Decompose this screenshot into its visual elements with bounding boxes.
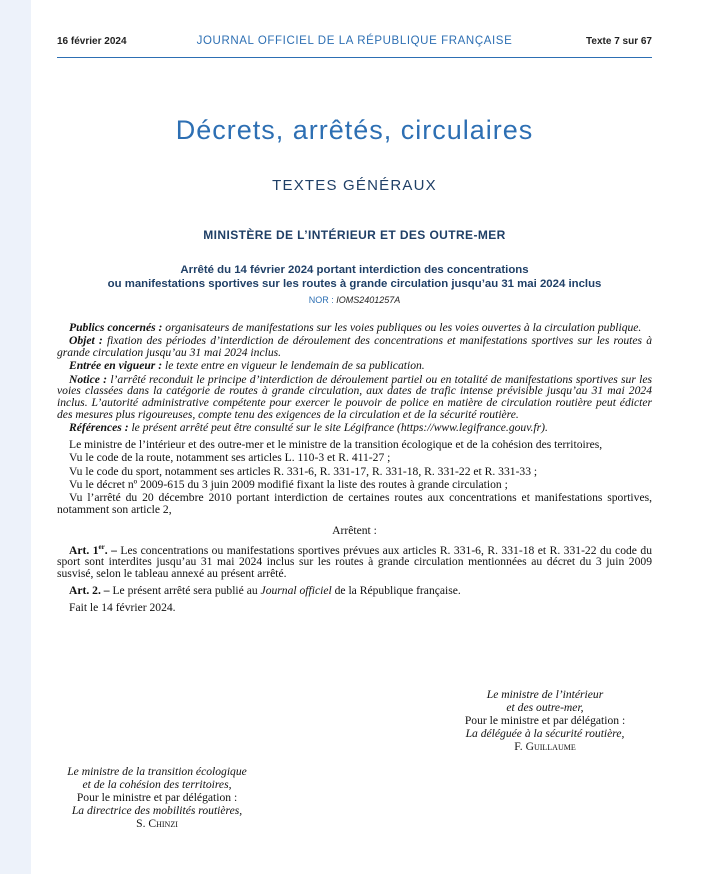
visa-1: Vu le code de la route, notamment ses articles L. 110-3 et R. 411-27 ; bbox=[69, 451, 391, 465]
summary-references-text: le présent arrêté peut être consulté sur le site Légifrance (https://www.legifrance.gouv.fr). bbox=[128, 421, 548, 435]
summary-publics-label: Publics concernés : bbox=[69, 321, 163, 334]
header-rule bbox=[57, 57, 652, 58]
visa-2: Vu le code du sport, notamment ses articles R. 331-6, R. 331-17, R. 331-18, R. 331-22 et R. 331-33 ; bbox=[69, 464, 538, 478]
article-1-text: Les concentrations ou manifestations sportives prévues aux articles R. 331-6, R. 331-18 et R. 331-22 du code du sport sont interdites jusqu’au 31 mai 2024 inclus sur les routes à grande circulation mentionnées au décret du 3 juin 2009 susvisé, selon le tableau annexé au présent arrêté. bbox=[57, 543, 653, 581]
summary-entree-label: Entrée en vigueur : bbox=[69, 359, 163, 373]
section-title: Décrets, arrêtés, circulaires bbox=[175, 115, 534, 145]
visa-3: Vu le décret nº 2009-615 du 3 juin 2009 modifié fixant la liste des routes à grande circulation ; bbox=[69, 478, 508, 492]
subsection-title: TEXTES GÉNÉRAUX bbox=[272, 177, 437, 194]
visa-4: Vu l’arrêté du 20 décembre 2010 portant interdiction de certaines routes aux concentrations et manifestations sportives, notamment son article 2, bbox=[57, 491, 652, 517]
article-1-label: Art. 1er. – bbox=[69, 542, 117, 557]
summary-objet-text: fixation des périodes d’interdiction de déroulement des concentrations et manifestations sportives sur les routes à grande circulation jusqu’au 31 mai 2024 inclus. bbox=[57, 334, 652, 360]
summary-notice-text: l’arrêté reconduit le principe d’interdiction de déroulement partiel ou en totalité de manifestations sportives sur les voies classées dans la catégorie de routes à grande circulation, aux dates de trafic intense prévisible jusqu’au 31 mai 2024 inclus. L’autorité administrative compétente pour exercer le pouvoir de police en matière de circulation routière peut édicter des mesures plus rigoureuses, compte tenu des exigences de la circulation et de la sécurité routière. bbox=[57, 372, 652, 422]
summary-entree-text: le texte entre en vigueur le lendemain de sa publication. bbox=[162, 359, 425, 373]
preamble: Le ministre de l’intérieur et des outre-mer et le ministre de la transition écologique et de la cohésion des territoires, bbox=[69, 438, 603, 452]
summary-references bbox=[57, 422, 652, 434]
summary-publics bbox=[57, 322, 652, 334]
header-page-number: Texte 7 sur 67 bbox=[586, 36, 652, 47]
left-margin-strip bbox=[0, 0, 31, 874]
nor-label: NOR : bbox=[308, 295, 337, 305]
arrete-title bbox=[57, 263, 652, 291]
summary-objet-label: Objet : bbox=[69, 334, 103, 348]
arrete-title-line1: Arrêté du 14 février 2024 portant interdiction des concentrations bbox=[180, 264, 529, 276]
summary-notice-label: Notice : bbox=[69, 372, 108, 386]
article-1 bbox=[57, 542, 652, 580]
header-date: 16 février 2024 bbox=[57, 36, 127, 47]
summary-references-label: Références : bbox=[69, 421, 129, 435]
journal-officiel-ref: Journal officiel bbox=[260, 584, 332, 597]
arretent: Arrêtent : bbox=[332, 523, 377, 537]
fait-date: Fait le 14 février 2024. bbox=[69, 600, 176, 614]
summary-publics-text: organisateurs de manifestations sur les voies publiques ou les voies ouvertes à la circulation publique. bbox=[162, 321, 642, 334]
signatory-name-left: S. Chinzi bbox=[136, 816, 178, 830]
signature-block-interieur: Le ministre de l’intérieur et des outre-mer, Pour le ministre et par délégation : La déléguée à la sécurité routière, F. Guillaume bbox=[439, 689, 651, 754]
ministry-title: MINISTÈRE DE L’INTÉRIEUR ET DES OUTRE-MER bbox=[203, 228, 506, 242]
summary-objet bbox=[57, 335, 652, 359]
journal-page bbox=[57, 0, 652, 874]
document-body bbox=[57, 322, 652, 614]
arrete-title-line2: ou manifestations sportives sur les routes à grande circulation jusqu’au 31 mai 2024 inclus bbox=[107, 278, 602, 290]
article-2-label: Art. 2. – bbox=[69, 584, 110, 597]
page-header bbox=[57, 35, 652, 51]
header-journal-name: JOURNAL OFFICIEL DE LA RÉPUBLIQUE FRANÇAISE bbox=[196, 35, 513, 47]
signature-block-transition: Le ministre de la transition écologique et de la cohésion des territoires, Pour le ministre et par délégation : La directrice des mobilités routières, S. Chinzi bbox=[57, 766, 257, 831]
nor-value: IOMS2401257A bbox=[336, 295, 401, 305]
summary-notice bbox=[57, 374, 652, 421]
nor-reference bbox=[57, 295, 652, 305]
summary-entree bbox=[57, 360, 652, 372]
article-2: Art. 2. – Le présent arrêté sera publié au Journal officiel de la République française. bbox=[69, 584, 461, 597]
signatory-name-right: F. Guillaume bbox=[514, 739, 576, 753]
